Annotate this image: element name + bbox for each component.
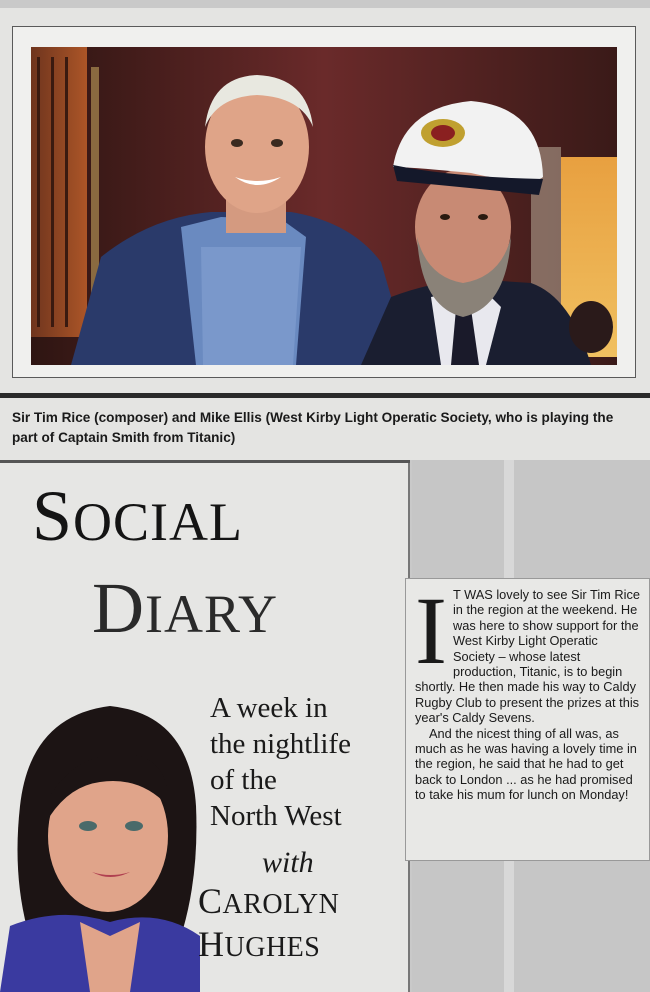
byline-with: with [262, 846, 314, 879]
author-last-rest: UGHES [224, 932, 321, 963]
tagline-line: of the [210, 764, 277, 796]
diary-top-rule [0, 460, 410, 463]
title-social [32, 476, 392, 562]
tagline-line: North West [210, 800, 342, 832]
author-first-name [198, 880, 339, 926]
portrait-illustration [0, 696, 200, 992]
author-first-rest: AROLYN [222, 889, 340, 920]
event-photo [31, 47, 617, 365]
article-body [415, 577, 643, 803]
top-clipping [0, 8, 650, 460]
author-first-cap: C [198, 881, 223, 921]
article-column [405, 578, 650, 861]
tagline-line: the nightlife [210, 728, 351, 760]
title-social-rest: OCIAL [73, 492, 244, 552]
title-diary-rest: IARY [145, 584, 279, 644]
author-portrait [0, 696, 200, 992]
photo-caption: Sir Tim Rice (composer) and Mike Ellis (West Kirby Light Operatic Society, who is playing the part of Captain Smith from Titanic) [12, 410, 614, 445]
title-diary [92, 568, 402, 654]
photo-frame [12, 26, 636, 378]
drop-cap: I [415, 577, 447, 684]
author-last-name [198, 923, 320, 969]
tagline [210, 690, 405, 834]
author-last-cap: H [198, 924, 225, 964]
tagline-line: A week in [210, 692, 328, 724]
photo-illustration [31, 47, 617, 365]
title-social-cap: S [32, 476, 74, 556]
article-paragraph: And the nicest thing of all was, as much as he was having a lovely time in the region, he said that he had to get back to London ... as he had promised to take his mum for lunch on Monday! [415, 725, 637, 803]
title-diary-cap: D [92, 568, 145, 648]
social-diary-panel [0, 460, 410, 992]
article-paragraph: T WAS lovely to see Sir Tim Rice in the region at the weekend. He was here to show support for the West Kirby Light Operatic Society – whose latest production, Titanic, is to begin shortly. He then made his way to Caldy Rugby Club to present the prizes at this year's Caldy Sevens. [415, 587, 640, 726]
caption-rule [0, 393, 650, 398]
